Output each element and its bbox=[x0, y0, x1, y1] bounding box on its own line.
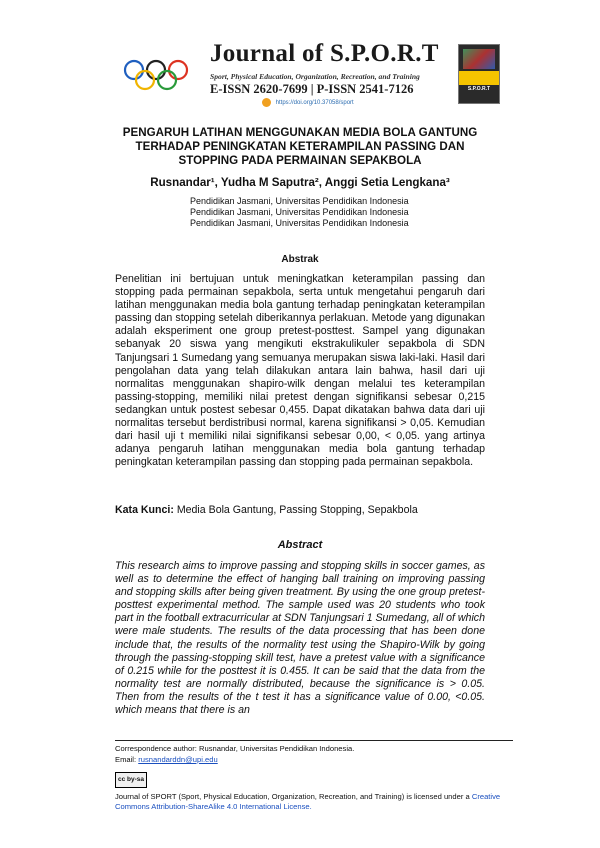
olympic-rings-logo bbox=[122, 54, 190, 96]
cover-label: S.P.O.R.T bbox=[467, 86, 491, 92]
correspondence-line: Correspondence author: Rusnandar, Universitas Pendidikan Indonesia. bbox=[115, 744, 355, 753]
license-text bbox=[115, 792, 515, 812]
email-label: Email: bbox=[115, 755, 137, 764]
abstrak-text: Penelitian ini bertujuan untuk meningkatkan keterampilan passing dan stopping pada permainan sepakbola, serta untuk mengetahui pengaruh dari latihan menggunakan media bola gantung terhadap peningkatan keterampilan passing dan stopping setelah diberikannya perlakuan. Metode yang digunakan adalah eksperiment one group pretest-posttest. Sampel yang digunakan sebanyak 20 siswa yang mengikuti ekstrakulikuler sepakbola di SDN Tanjungsari 1 Sumedang yang semuanya merupakan siswa laki-laki. Hasil dari pengolahan data yang telah dilakukan antara lain bahwa, hasil dari uji normalitas menggunakan shapiro-wilk dengan melalui tes keterampilan passing-stopping, memiliki nilai pretest dengan signifikansi sebesar 0,215 sedangkan untuk postest sebesar 0,455. Dapat dikatakan bahwa data dari uji normalitas tersebut berdistribusi normal, karena signifikansi > 0,05. Kemudian dari hasil uji t memiliki nilai signifikansi sebesar 0,00, < 0,05. yang artinya adanya pengaruh latihan menggunakan media bola gantung terhadap peningkatan keterampilan passing dan stopping pada permainan sepakbola. bbox=[115, 273, 485, 469]
license-link[interactable]: Creative Commons Attribution-ShareAlike 4.0 International License. bbox=[115, 792, 501, 811]
license-statement: Journal of SPORT (Sport, Physical Education, Organization, Recreation, and Training) is licensed under a bbox=[115, 792, 470, 801]
journal-cover-image bbox=[458, 44, 500, 104]
cc-license-icon[interactable]: cc by-sa bbox=[115, 772, 147, 788]
journal-issn: E-ISSN 2620-7699 | P-ISSN 2541-7126 bbox=[210, 82, 414, 96]
affiliation-1: Pendidikan Jasmani, Universitas Pendidikan Indonesia bbox=[190, 196, 409, 206]
affiliation-3: Pendidikan Jasmani, Universitas Pendidikan Indonesia bbox=[190, 218, 409, 228]
abstract-text: This research aims to improve passing and stopping skills in soccer games, as well as to determine the effect of hanging ball training on improving passing and stopping skills after being given treatment. By using the one group pretest-posttest experimental method. The sample used was 20 students who took part in the football extracurricular at SDN Tanjungsari 1 Sumedang, all of which were male students. The results of the data processing that has been done include that, the results of the normality test using the Shapiro-Wilk by going through the passing-stopping skill test, have a pretest value with a significance of 0.215 while for the posttest it is 0.455. It can be said that the data from the normality test are normally distributed, because the significance is > 0.05. Then from the results of the t test it has a significance value of 0.00, <0.05. which means that there is an bbox=[115, 560, 485, 717]
journal-header bbox=[0, 0, 600, 110]
doi-icon bbox=[262, 98, 271, 107]
article-title: PENGARUH LATIHAN MENGGUNAKAN MEDIA BOLA GANTUNG TERHADAP PENINGKATAN KETERAMPILAN PASSING DAN STOPPING PADA PERMAINAN SEPAKBOLA bbox=[122, 126, 478, 167]
keywords-line bbox=[115, 504, 485, 516]
abstrak-heading: Abstrak bbox=[281, 254, 319, 265]
abstract-heading: Abstract bbox=[277, 539, 323, 551]
journal-title: Journal of S.P.O.R.T bbox=[210, 40, 439, 67]
cover-band bbox=[459, 71, 499, 85]
footer-divider bbox=[115, 740, 513, 741]
keywords-value: Media Bola Gantung, Passing Stopping, Sepakbola bbox=[176, 504, 418, 516]
keywords-label: Kata Kunci: bbox=[115, 504, 174, 516]
journal-subtitle: Sport, Physical Education, Organization, Recreation, and Training bbox=[210, 72, 420, 81]
doi-link[interactable]: https://doi.org/10.37058/sport bbox=[275, 100, 354, 107]
email-link[interactable]: rusnandarddn@upi.edu bbox=[138, 755, 218, 764]
article-authors: Rusnandar¹, Yudha M Saputra², Anggi Setia Lengkana³ bbox=[150, 176, 450, 189]
doi-line bbox=[262, 98, 354, 107]
cover-graphic bbox=[463, 49, 495, 69]
email-line bbox=[115, 755, 218, 764]
affiliation-2: Pendidikan Jasmani, Universitas Pendidikan Indonesia bbox=[190, 207, 409, 217]
